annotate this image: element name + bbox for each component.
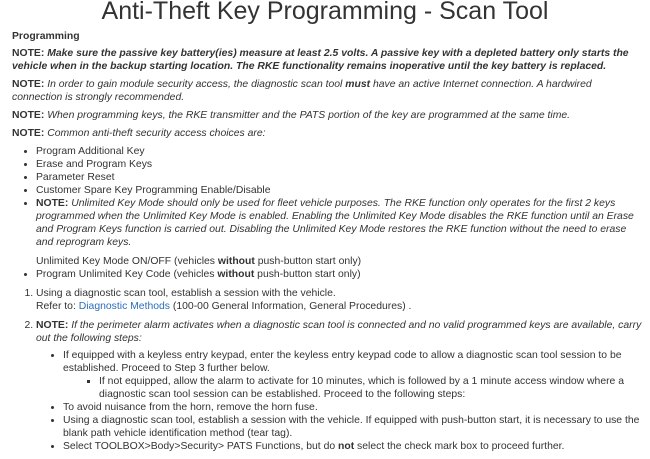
- step-1-refer-suffix: (100-00 General Information, General Procedures) .: [170, 301, 412, 312]
- note-battery-text: Make sure the passive key battery(ies) measure at least 2.5 volts. A passive key with a depleted battery only starts the vehicle when in the backup starting location. The RKE functionality remains inoperative until the key battery is replaced.: [12, 48, 629, 72]
- step-1-refer-prefix: Refer to:: [36, 301, 79, 312]
- list-item: • Customer Spare Key Programming Enable/Disable: [36, 184, 642, 197]
- note-rke: [12, 109, 642, 122]
- note-choices: [12, 127, 642, 140]
- step-2: [36, 319, 642, 453]
- step-2-list: [36, 349, 642, 453]
- unlimited-note-text: Unlimited Key Mode should only be used for fleet vehicle purposes. The RKE function only operates for the first 2 keys programmed when the Unlimited Key Mode is enabled. Enabling the Unlimited Key Mode disables the RKE function until an Erase and Program Keys function is carried out. Disabling the Unlimited Key Mode restores the RKE function without the need to erase and reprogram keys.: [36, 198, 634, 248]
- program-unlimited-before: Program Unlimited Key Code (vehicles: [36, 269, 218, 280]
- list-item: • Using a diagnostic scan tool, establish a session with the vehicle. If equipped with push-button start, it is necessary to use the blank path vehicle identification method (tear tag).: [63, 414, 642, 440]
- note-label: NOTE:: [36, 320, 69, 331]
- note-internet: [12, 78, 642, 104]
- note-rke-text: When programming keys, the RKE transmitter and the PATS portion of the key are programmed at the same time.: [47, 110, 571, 121]
- note-internet-emphasis: must: [345, 79, 371, 90]
- note-battery: [12, 47, 642, 73]
- note-label: NOTE:: [12, 128, 45, 139]
- step-2-last-after: select the check mark box to proceed further.: [354, 441, 565, 452]
- unlimited-onoff-bold: without: [217, 256, 255, 267]
- note-label: NOTE:: [12, 110, 45, 121]
- step-1-text: Using a diagnostic scan tool, establish a session with the vehicle.: [36, 288, 336, 299]
- note-label: NOTE:: [12, 79, 45, 90]
- list-item: [63, 440, 642, 453]
- step-2-last-before: Select TOOLBOX>Body>Security> PATS Functions, but do: [63, 441, 339, 452]
- step-2-sublist: [63, 375, 642, 401]
- program-unlimited-list: [12, 268, 642, 281]
- unlimited-onoff-after: push-button start only): [254, 256, 362, 267]
- list-item: [36, 268, 642, 281]
- step-1: [36, 287, 642, 313]
- step-2-item-keypad: If equipped with a keyless entry keypad, enter the keyless entry keypad code to allow a diagnostic scan tool session to be established. Proceed to Step 3 further below.: [63, 350, 622, 374]
- diagnostic-methods-link[interactable]: Diagnostic Methods: [78, 301, 171, 312]
- section-heading: Programming: [12, 31, 80, 42]
- list-item: • Program Additional Key: [36, 145, 642, 158]
- list-item: [63, 349, 642, 401]
- program-unlimited-bold: without: [217, 269, 255, 280]
- step-2-note: If the perimeter alarm activates when a diagnostic scan tool is connected and no valid programmed keys are available, carry out the following steps:: [36, 320, 642, 344]
- step-2-last-bold: not: [338, 441, 355, 452]
- page-title: Anti-Theft Key Programming - Scan Tool: [101, 0, 549, 25]
- note-label: NOTE:: [12, 48, 45, 59]
- list-item-unlimited-note: [36, 197, 642, 249]
- note-choices-text: Common anti-theft security access choices are:: [47, 128, 266, 139]
- list-item: • To avoid nuisance from the horn, remove the horn fuse.: [63, 401, 642, 414]
- list-item: • Parameter Reset: [36, 171, 642, 184]
- choices-list: [12, 145, 642, 249]
- note-internet-text-before: In order to gain module security access, the diagnostic scan tool: [47, 79, 346, 90]
- list-item: • Erase and Program Keys: [36, 158, 642, 171]
- document-body: [12, 30, 642, 459]
- unlimited-onoff-line: [36, 255, 642, 268]
- note-internet-text-after: have an active Internet connection. A hardwired connection is strongly recommended.: [12, 79, 592, 103]
- program-unlimited-after: push-button start only): [254, 269, 361, 280]
- list-item: ▪ If not equipped, allow the alarm to activate for 10 minutes, which is followed by a 1 minute access window where a diagnostic scan tool session can be established. Proceed to the following steps:: [99, 375, 642, 401]
- unlimited-onoff-before: Unlimited Key Mode ON/OFF (vehicles: [36, 256, 218, 267]
- note-label: NOTE:: [36, 198, 69, 209]
- steps-list: [12, 287, 642, 453]
